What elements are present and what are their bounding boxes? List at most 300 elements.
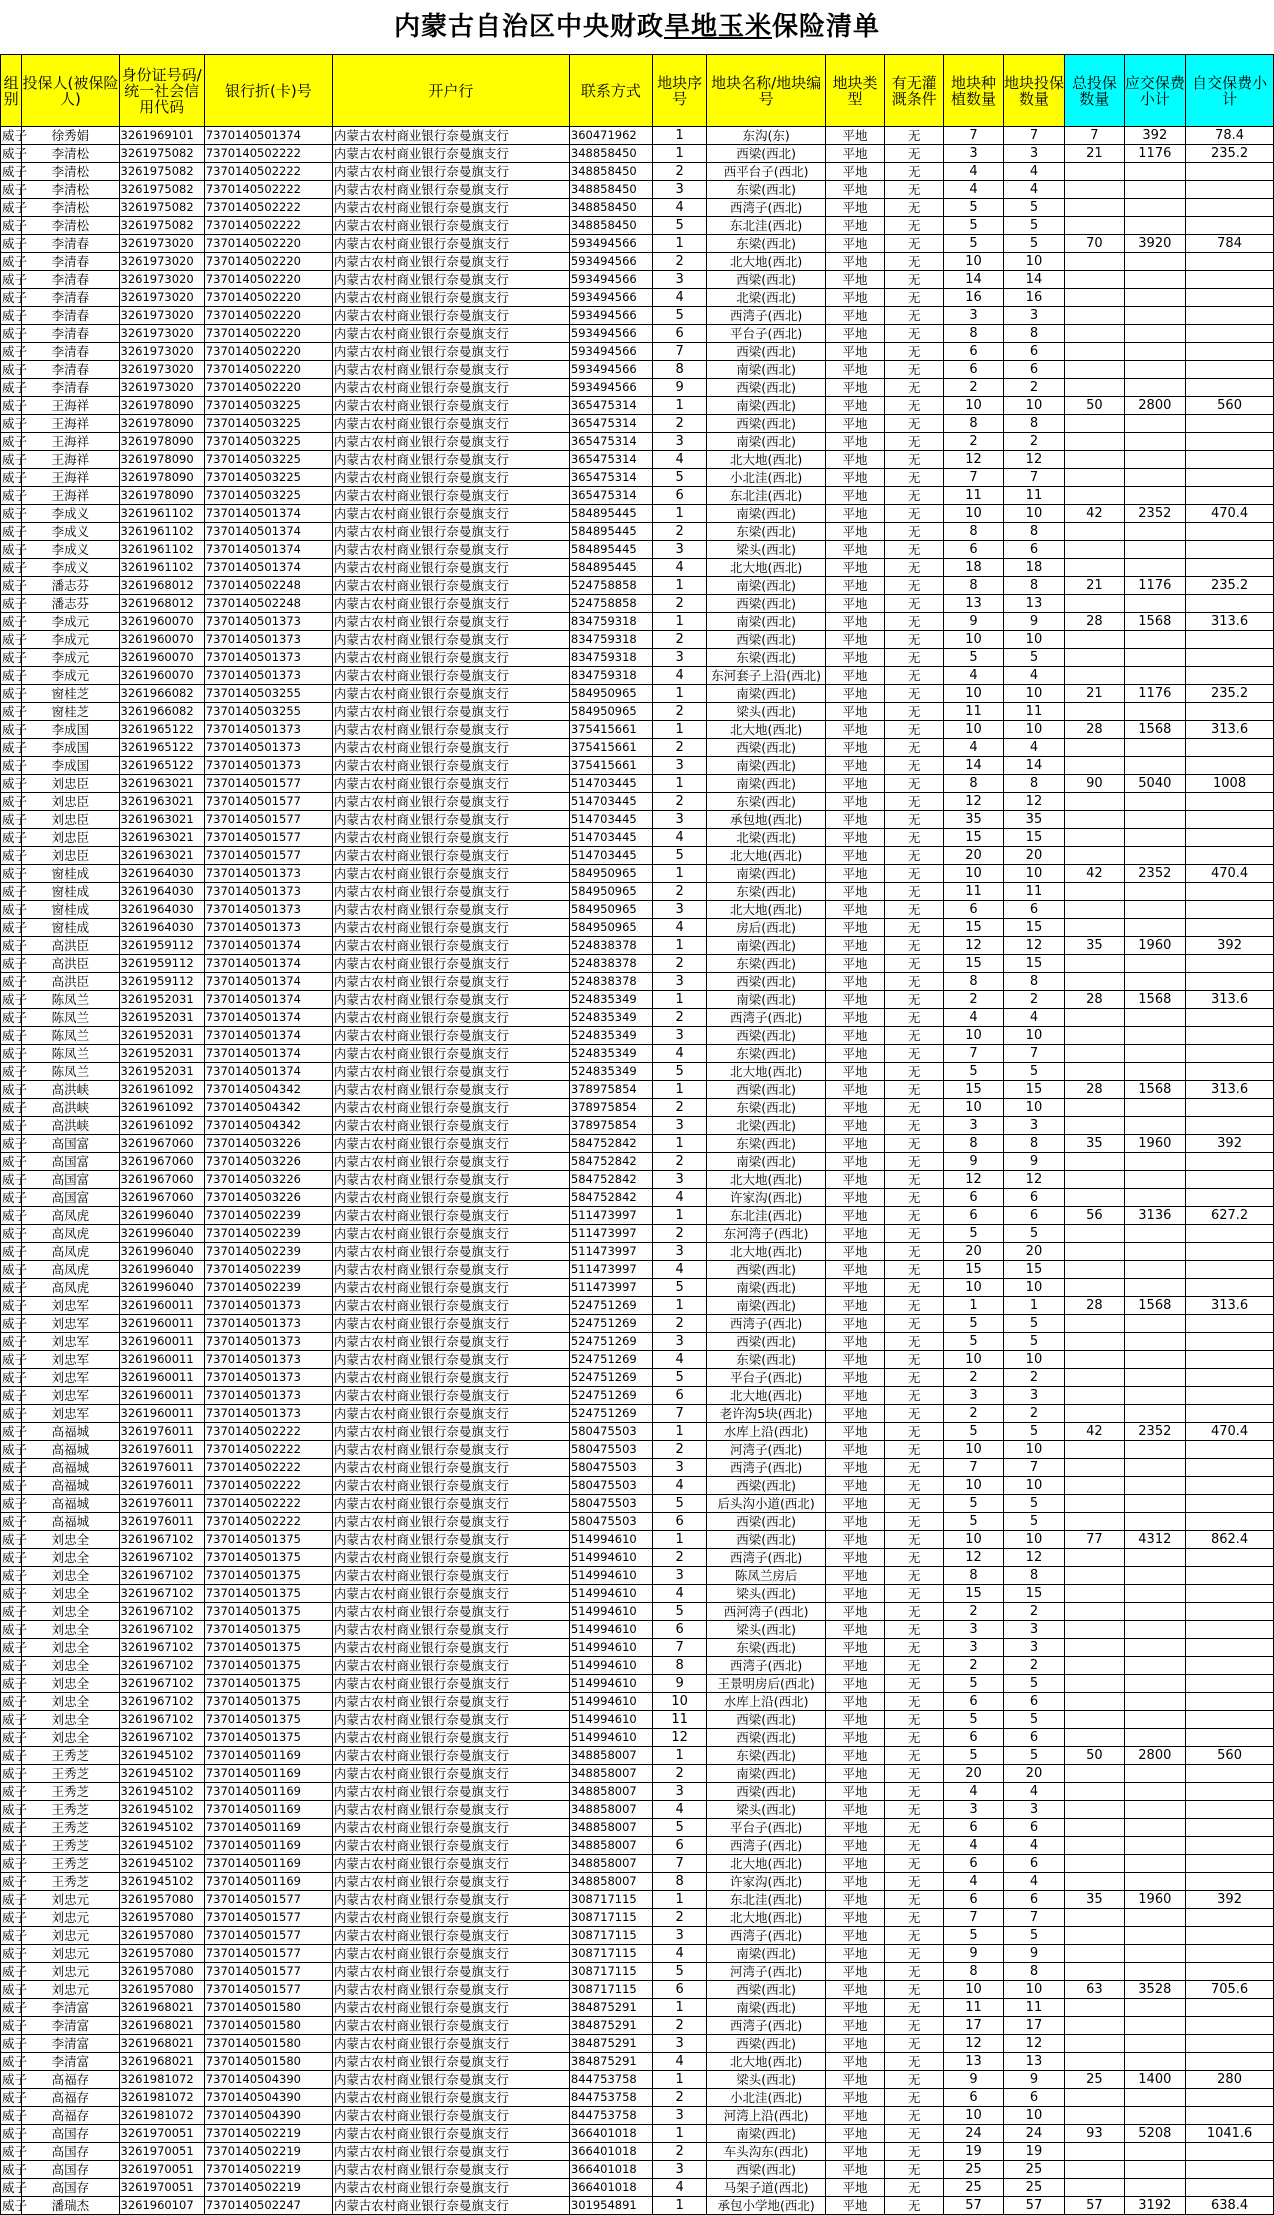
premium-due xyxy=(1124,1441,1186,1459)
insured-name: 王秀芝 xyxy=(22,1855,119,1873)
contact: 514703445 xyxy=(569,829,652,847)
planted-qty: 10 xyxy=(944,397,1003,415)
total-qty: 42 xyxy=(1065,865,1124,883)
bank-name: 内蒙古农村商业银行奈曼旗支行 xyxy=(332,1531,569,1549)
irrigation: 无 xyxy=(885,1477,944,1495)
insured-name: 潘瑞杰 xyxy=(22,2197,119,2215)
bank-card: 7370140501373 xyxy=(204,757,332,775)
bank-name: 内蒙古农村商业银行奈曼旗支行 xyxy=(332,361,569,379)
self-premium xyxy=(1186,739,1274,757)
plot-no: 2 xyxy=(652,883,707,901)
plot-no: 4 xyxy=(652,1477,707,1495)
insured-qty: 4 xyxy=(1003,739,1065,757)
group-cell: 威子 xyxy=(2,1676,28,1691)
self-premium: 313.6 xyxy=(1186,991,1274,1009)
plot-name: 东梁(西北) xyxy=(707,235,826,253)
land-type: 平地 xyxy=(825,235,884,253)
plot-no: 4 xyxy=(652,2179,707,2197)
self-premium xyxy=(1186,1279,1274,1297)
plot-no: 1 xyxy=(652,685,707,703)
total-qty xyxy=(1065,1459,1124,1477)
insured-qty: 3 xyxy=(1003,1801,1065,1819)
insured-name: 窗桂芝 xyxy=(22,685,119,703)
self-premium xyxy=(1186,1873,1274,1891)
plot-name: 东梁(西北) xyxy=(707,181,826,199)
insured-qty: 6 xyxy=(1003,1189,1065,1207)
self-premium xyxy=(1186,1675,1274,1693)
self-premium xyxy=(1186,451,1274,469)
bank-name: 内蒙古农村商业银行奈曼旗支行 xyxy=(332,991,569,1009)
table-row xyxy=(1,1099,1274,1117)
irrigation: 无 xyxy=(885,1261,944,1279)
bank-card: 7370140501373 xyxy=(204,739,332,757)
irrigation: 无 xyxy=(885,325,944,343)
land-type: 平地 xyxy=(825,1045,884,1063)
bank-card: 7370140503225 xyxy=(204,451,332,469)
id-number: 3261967102 xyxy=(119,1621,204,1639)
group-cell: 威子 xyxy=(2,704,28,719)
land-type: 平地 xyxy=(825,1225,884,1243)
group-cell: 威子 xyxy=(2,1460,28,1475)
self-premium xyxy=(1186,1963,1274,1981)
plot-no: 2 xyxy=(652,631,707,649)
insured-name: 李清春 xyxy=(22,235,119,253)
insured-name: 陈凤兰 xyxy=(22,1045,119,1063)
premium-due xyxy=(1124,1333,1186,1351)
contact: 524751269 xyxy=(569,1333,652,1351)
insured-name: 李清春 xyxy=(22,271,119,289)
bank-name: 内蒙古农村商业银行奈曼旗支行 xyxy=(332,2179,569,2197)
insured-qty: 6 xyxy=(1003,1891,1065,1909)
irrigation: 无 xyxy=(885,1765,944,1783)
self-premium xyxy=(1186,973,1274,991)
bank-name: 内蒙古农村商业银行奈曼旗支行 xyxy=(332,469,569,487)
bank-name: 内蒙古农村商业银行奈曼旗支行 xyxy=(332,397,569,415)
total-qty: 35 xyxy=(1065,1891,1124,1909)
self-premium xyxy=(1186,847,1274,865)
table-row xyxy=(1,1441,1274,1459)
plot-name: 东北洼(西北) xyxy=(707,1891,826,1909)
group-cell: 威子 xyxy=(2,794,28,809)
irrigation: 无 xyxy=(885,415,944,433)
contact: 524751269 xyxy=(569,1387,652,1405)
plot-name: 东梁(西北) xyxy=(707,1747,826,1765)
bank-name: 内蒙古农村商业银行奈曼旗支行 xyxy=(332,1297,569,1315)
plot-name: 西梁(西北) xyxy=(707,1261,826,1279)
insured-qty: 3 xyxy=(1003,145,1065,163)
id-number: 3261968021 xyxy=(119,2053,204,2071)
irrigation: 无 xyxy=(885,2107,944,2125)
irrigation: 无 xyxy=(885,721,944,739)
irrigation: 无 xyxy=(885,217,944,235)
insured-name: 李清富 xyxy=(22,2053,119,2071)
insured-qty: 6 xyxy=(1003,2089,1065,2107)
land-type: 平地 xyxy=(825,397,884,415)
contact: 524835349 xyxy=(569,991,652,1009)
table-row xyxy=(1,1369,1274,1387)
plot-name: 南梁(西北) xyxy=(707,577,826,595)
insured-name: 潘志芬 xyxy=(22,577,119,595)
table-row xyxy=(1,1297,1274,1315)
bank-card: 7370140501374 xyxy=(204,1009,332,1027)
group-cell: 威子 xyxy=(2,1946,28,1961)
id-number: 3261957080 xyxy=(119,1927,204,1945)
total-qty xyxy=(1065,1963,1124,1981)
id-number: 3261959112 xyxy=(119,955,204,973)
premium-due xyxy=(1124,1621,1186,1639)
bank-card: 7370140501374 xyxy=(204,505,332,523)
premium-due: 1400 xyxy=(1124,2071,1186,2089)
self-premium xyxy=(1186,1909,1274,1927)
irrigation: 无 xyxy=(885,2197,944,2215)
self-premium xyxy=(1186,1099,1274,1117)
plot-no: 2 xyxy=(652,1441,707,1459)
bank-name: 内蒙古农村商业银行奈曼旗支行 xyxy=(332,1603,569,1621)
planted-qty: 8 xyxy=(944,325,1003,343)
bank-name: 内蒙古农村商业银行奈曼旗支行 xyxy=(332,955,569,973)
bank-card: 7370140501373 xyxy=(204,667,332,685)
id-number: 3261957080 xyxy=(119,1963,204,1981)
planted-qty: 6 xyxy=(944,541,1003,559)
id-number: 3261967102 xyxy=(119,1567,204,1585)
premium-due: 1960 xyxy=(1124,1891,1186,1909)
land-type: 平地 xyxy=(825,1639,884,1657)
plot-name: 东梁(西北) xyxy=(707,1639,826,1657)
header-group: 组别 xyxy=(1,55,22,127)
bank-card: 7370140501577 xyxy=(204,793,332,811)
insured-name: 高福存 xyxy=(22,2107,119,2125)
total-qty xyxy=(1065,1333,1124,1351)
id-number: 3261960011 xyxy=(119,1333,204,1351)
total-qty xyxy=(1065,2089,1124,2107)
insured-name: 刘忠军 xyxy=(22,1405,119,1423)
planted-qty: 10 xyxy=(944,721,1003,739)
bank-name: 内蒙古农村商业银行奈曼旗支行 xyxy=(332,505,569,523)
group-cell: 威子 xyxy=(2,956,28,971)
table-row xyxy=(1,1171,1274,1189)
total-qty xyxy=(1065,739,1124,757)
self-premium xyxy=(1186,307,1274,325)
premium-due xyxy=(1124,829,1186,847)
id-number: 3261975082 xyxy=(119,181,204,199)
table-row xyxy=(1,775,1274,793)
id-number: 3261964030 xyxy=(119,865,204,883)
table-row xyxy=(1,397,1274,415)
premium-due xyxy=(1124,487,1186,505)
id-number: 3261952031 xyxy=(119,1045,204,1063)
contact: 348858450 xyxy=(569,163,652,181)
self-premium xyxy=(1186,1225,1274,1243)
group-cell: 威子 xyxy=(2,2090,28,2105)
table-row xyxy=(1,1027,1274,1045)
bank-card: 7370140504342 xyxy=(204,1099,332,1117)
insured-qty: 1 xyxy=(1003,1297,1065,1315)
self-premium xyxy=(1186,757,1274,775)
bank-name: 内蒙古农村商业银行奈曼旗支行 xyxy=(332,2071,569,2089)
group-cell: 威子 xyxy=(2,1064,28,1079)
plot-no: 3 xyxy=(652,433,707,451)
land-type: 平地 xyxy=(825,1567,884,1585)
land-type: 平地 xyxy=(825,1981,884,1999)
insured-qty: 3 xyxy=(1003,1117,1065,1135)
contact: 514994610 xyxy=(569,1603,652,1621)
contact: 584950965 xyxy=(569,883,652,901)
planted-qty: 25 xyxy=(944,2161,1003,2179)
total-qty xyxy=(1065,1801,1124,1819)
total-qty xyxy=(1065,1441,1124,1459)
id-number: 3261975082 xyxy=(119,217,204,235)
insured-name: 王海祥 xyxy=(22,469,119,487)
plot-no: 3 xyxy=(652,1927,707,1945)
bank-name: 内蒙古农村商业银行奈曼旗支行 xyxy=(332,1405,569,1423)
insured-name: 高洪峡 xyxy=(22,1081,119,1099)
plot-name: 西梁(西北) xyxy=(707,973,826,991)
insured-name: 高洪峡 xyxy=(22,1099,119,1117)
plot-name: 南梁(西北) xyxy=(707,1765,826,1783)
id-number: 3261960107 xyxy=(119,2197,204,2215)
contact: 514703445 xyxy=(569,811,652,829)
bank-name: 内蒙古农村商业银行奈曼旗支行 xyxy=(332,1981,569,1999)
total-qty xyxy=(1065,469,1124,487)
table-row xyxy=(1,559,1274,577)
plot-name: 承包小学地(西北) xyxy=(707,2197,826,2215)
table-row xyxy=(1,1657,1274,1675)
insured-name: 高洪峡 xyxy=(22,1117,119,1135)
id-number: 3261945102 xyxy=(119,1801,204,1819)
land-type: 平地 xyxy=(825,1153,884,1171)
land-type: 平地 xyxy=(825,307,884,325)
self-premium xyxy=(1186,1117,1274,1135)
table-row xyxy=(1,1981,1274,1999)
insured-name: 刘忠臣 xyxy=(22,811,119,829)
insured-name: 刘忠元 xyxy=(22,1927,119,1945)
premium-due xyxy=(1124,1189,1186,1207)
insured-qty: 5 xyxy=(1003,1063,1065,1081)
plot-no: 3 xyxy=(652,541,707,559)
table-row xyxy=(1,1873,1274,1891)
irrigation: 无 xyxy=(885,1225,944,1243)
id-number: 3261957080 xyxy=(119,1945,204,1963)
id-number: 3261981072 xyxy=(119,2107,204,2125)
insured-name: 刘忠全 xyxy=(22,1639,119,1657)
header-contact: 联系方式 xyxy=(569,55,652,127)
plot-name: 东梁(西北) xyxy=(707,649,826,667)
irrigation: 无 xyxy=(885,1099,944,1117)
plot-name: 西梁(西北) xyxy=(707,2035,826,2053)
insured-name: 李清春 xyxy=(22,253,119,271)
total-qty xyxy=(1065,433,1124,451)
irrigation: 无 xyxy=(885,1333,944,1351)
id-number: 3261978090 xyxy=(119,451,204,469)
self-premium: 78.4 xyxy=(1186,127,1274,145)
plot-no: 1 xyxy=(652,775,707,793)
self-premium xyxy=(1186,181,1274,199)
plot-no: 2 xyxy=(652,595,707,613)
self-premium xyxy=(1186,793,1274,811)
self-premium: 313.6 xyxy=(1186,721,1274,739)
bank-name: 内蒙古农村商业银行奈曼旗支行 xyxy=(332,739,569,757)
insured-qty: 12 xyxy=(1003,451,1065,469)
land-type: 平地 xyxy=(825,1351,884,1369)
plot-name: 西梁(西北) xyxy=(707,1531,826,1549)
planted-qty: 6 xyxy=(944,2089,1003,2107)
plot-no: 1 xyxy=(652,937,707,955)
group-cell: 威子 xyxy=(2,146,28,161)
insured-qty: 10 xyxy=(1003,1441,1065,1459)
planted-qty: 2 xyxy=(944,1369,1003,1387)
planted-qty: 14 xyxy=(944,757,1003,775)
bank-name: 内蒙古农村商业银行奈曼旗支行 xyxy=(332,2125,569,2143)
bank-card: 7370140503226 xyxy=(204,1189,332,1207)
table-row xyxy=(1,919,1274,937)
insured-name: 刘忠臣 xyxy=(22,847,119,865)
irrigation: 无 xyxy=(885,1657,944,1675)
land-type: 平地 xyxy=(825,523,884,541)
planted-qty: 7 xyxy=(944,1045,1003,1063)
self-premium xyxy=(1186,199,1274,217)
group-cell: 威子 xyxy=(2,1496,28,1511)
self-premium xyxy=(1186,559,1274,577)
self-premium: 1008 xyxy=(1186,775,1274,793)
total-qty xyxy=(1065,559,1124,577)
bank-name: 内蒙古农村商业银行奈曼旗支行 xyxy=(332,1243,569,1261)
group-cell: 威子 xyxy=(2,1136,28,1151)
planted-qty: 13 xyxy=(944,2053,1003,2071)
insured-qty: 5 xyxy=(1003,1225,1065,1243)
insured-qty: 15 xyxy=(1003,1081,1065,1099)
group-cell: 威子 xyxy=(2,884,28,899)
plot-no: 1 xyxy=(652,991,707,1009)
planted-qty: 4 xyxy=(944,739,1003,757)
premium-due xyxy=(1124,2017,1186,2035)
land-type: 平地 xyxy=(825,1711,884,1729)
premium-due xyxy=(1124,1513,1186,1531)
table-row xyxy=(1,1459,1274,1477)
plot-name: 东梁(西北) xyxy=(707,1351,826,1369)
contact: 834759318 xyxy=(569,649,652,667)
group-cell: 威子 xyxy=(2,434,28,449)
bank-name: 内蒙古农村商业银行奈曼旗支行 xyxy=(332,973,569,991)
table-row xyxy=(1,577,1274,595)
bank-card: 7370140502220 xyxy=(204,289,332,307)
premium-due: 1176 xyxy=(1124,577,1186,595)
plot-name: 东梁(西北) xyxy=(707,523,826,541)
plot-no: 5 xyxy=(652,847,707,865)
contact: 593494566 xyxy=(569,379,652,397)
bank-card: 7370140501375 xyxy=(204,1639,332,1657)
premium-due xyxy=(1124,595,1186,613)
insured-qty: 25 xyxy=(1003,2161,1065,2179)
self-premium xyxy=(1186,1513,1274,1531)
land-type: 平地 xyxy=(825,2071,884,2089)
group-cell: 威子 xyxy=(2,650,28,665)
id-number: 3261996040 xyxy=(119,1243,204,1261)
bank-name: 内蒙古农村商业银行奈曼旗支行 xyxy=(332,793,569,811)
table-row xyxy=(1,847,1274,865)
premium-due xyxy=(1124,1009,1186,1027)
land-type: 平地 xyxy=(825,631,884,649)
contact: 514994610 xyxy=(569,1675,652,1693)
plot-name: 南梁(西北) xyxy=(707,2125,826,2143)
group-cell: 威子 xyxy=(2,1478,28,1493)
plot-name: 北大地(西北) xyxy=(707,2053,826,2071)
id-number: 3261965122 xyxy=(119,739,204,757)
bank-name: 内蒙古农村商业银行奈曼旗支行 xyxy=(332,1783,569,1801)
total-qty xyxy=(1065,1639,1124,1657)
total-qty xyxy=(1065,1621,1124,1639)
id-number: 3261978090 xyxy=(119,433,204,451)
plot-no: 3 xyxy=(652,1459,707,1477)
insured-qty: 10 xyxy=(1003,1981,1065,1999)
header-premium-due: 应交保费小计 xyxy=(1124,55,1186,127)
self-premium: 560 xyxy=(1186,397,1274,415)
contact: 514994610 xyxy=(569,1621,652,1639)
bank-name: 内蒙古农村商业银行奈曼旗支行 xyxy=(332,1063,569,1081)
plot-name: 西梁(西北) xyxy=(707,739,826,757)
plot-no: 3 xyxy=(652,1171,707,1189)
irrigation: 无 xyxy=(885,1063,944,1081)
self-premium: 862.4 xyxy=(1186,1531,1274,1549)
plot-no: 1 xyxy=(652,2071,707,2089)
total-qty: 90 xyxy=(1065,775,1124,793)
contact: 348858007 xyxy=(569,1765,652,1783)
insured-qty: 6 xyxy=(1003,541,1065,559)
planted-qty: 24 xyxy=(944,2125,1003,2143)
premium-due xyxy=(1124,739,1186,757)
plot-name: 东梁(西北) xyxy=(707,793,826,811)
bank-card: 7370140502220 xyxy=(204,325,332,343)
self-premium xyxy=(1186,1855,1274,1873)
total-qty xyxy=(1065,379,1124,397)
plot-name: 平台子(西北) xyxy=(707,1369,826,1387)
bank-name: 内蒙古农村商业银行奈曼旗支行 xyxy=(332,253,569,271)
insured-name: 李清富 xyxy=(22,2035,119,2053)
id-number: 3261967102 xyxy=(119,1585,204,1603)
irrigation: 无 xyxy=(885,1837,944,1855)
premium-due: 1568 xyxy=(1124,1081,1186,1099)
bank-card: 7370140503225 xyxy=(204,433,332,451)
table-row xyxy=(1,2089,1274,2107)
table-row xyxy=(1,1585,1274,1603)
insured-qty: 5 xyxy=(1003,199,1065,217)
contact: 366401018 xyxy=(569,2125,652,2143)
group-cell: 威子 xyxy=(2,200,28,215)
premium-due xyxy=(1124,1909,1186,1927)
self-premium xyxy=(1186,631,1274,649)
plot-name: 西梁(西北) xyxy=(707,271,826,289)
irrigation: 无 xyxy=(885,1999,944,2017)
self-premium xyxy=(1186,1459,1274,1477)
land-type: 平地 xyxy=(825,613,884,631)
plot-no: 3 xyxy=(652,901,707,919)
land-type: 平地 xyxy=(825,271,884,289)
bank-name: 内蒙古农村商业银行奈曼旗支行 xyxy=(332,1765,569,1783)
id-number: 3261963021 xyxy=(119,829,204,847)
insured-qty: 2 xyxy=(1003,433,1065,451)
total-qty xyxy=(1065,523,1124,541)
land-type: 平地 xyxy=(825,1927,884,1945)
table-row xyxy=(1,865,1274,883)
plot-no: 1 xyxy=(652,2125,707,2143)
plot-name: 西湾子(西北) xyxy=(707,1927,826,1945)
table-row xyxy=(1,1909,1274,1927)
contact: 593494566 xyxy=(569,307,652,325)
total-qty xyxy=(1065,1945,1124,1963)
plot-no: 3 xyxy=(652,1333,707,1351)
insured-qty: 11 xyxy=(1003,487,1065,505)
table-row xyxy=(1,451,1274,469)
irrigation: 无 xyxy=(885,181,944,199)
